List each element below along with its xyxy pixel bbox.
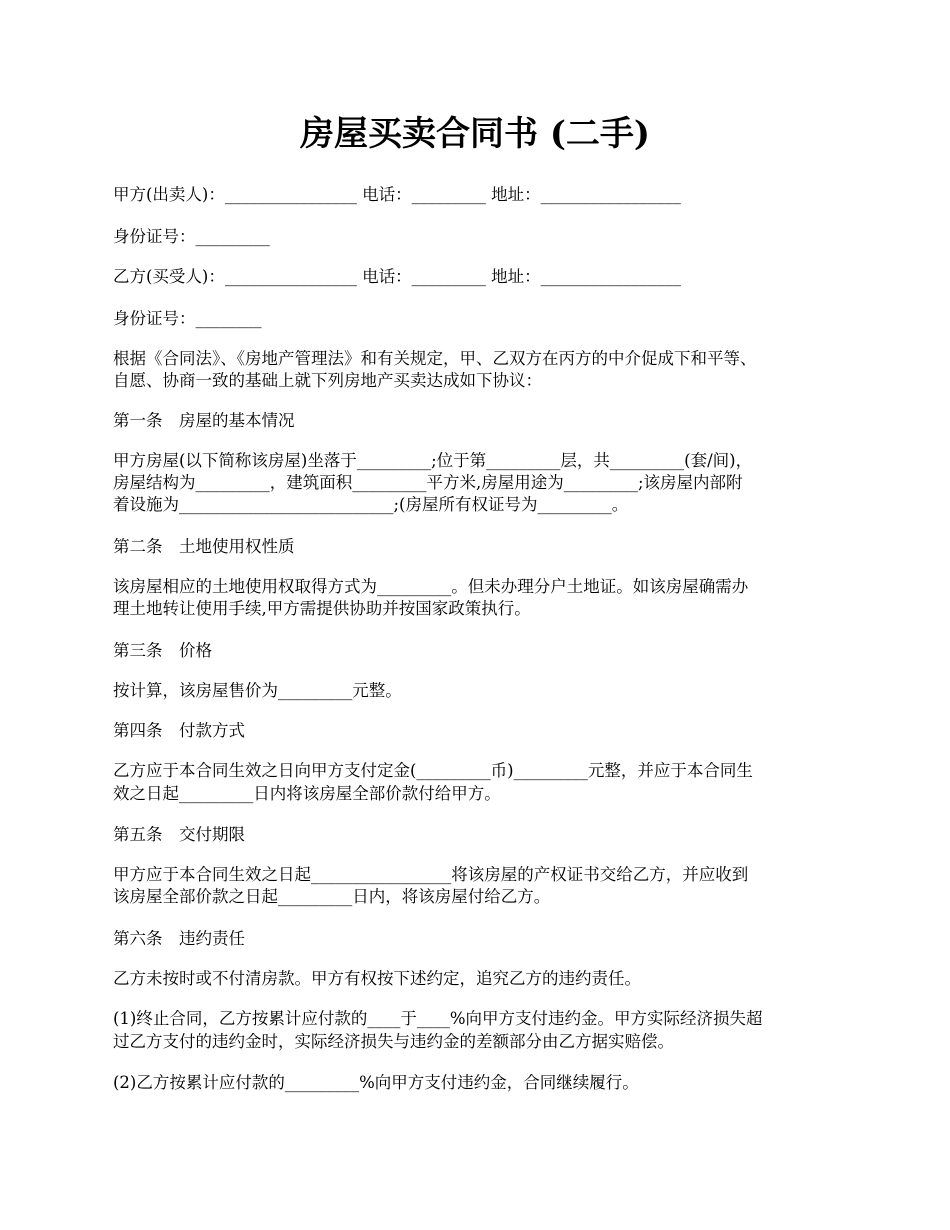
party-a-id-line: 身份证号：_________ — [113, 227, 270, 246]
article-4-line-1: 乙方应于本合同生效之日向甲方支付定金(_________币)_________元整，并应于本合同生 — [113, 761, 753, 780]
article-3-heading: 第三条 价格 — [113, 641, 212, 660]
article-1-line-1: 甲方房屋(以下简称该房屋)坐落于_________;位于第_________层，共_________(套/间)， — [113, 451, 753, 470]
article-4-heading: 第四条 付款方式 — [113, 721, 245, 740]
article-2-line-2: 理土地转让使用手续,甲方需提供协助并按国家政策执行。 — [113, 599, 531, 618]
party-b-line: 乙方(买受人)：________________ 电话：_________ 地址：_________________ — [113, 267, 681, 286]
article-1-line-3: 着设施为__________________________;(房屋所有权证号为_________。 — [113, 495, 629, 514]
article-6-item-1-line-2: 过乙方支付的违约金时，实际经济损失与违约金的差额部分由乙方据实赔偿。 — [113, 1032, 674, 1051]
article-5-line-2: 该房屋全部价款之日起_________日内，将该房屋付给乙方。 — [113, 887, 551, 906]
article-6-item-2: (2)乙方按累计应付款的_________%向甲方支付违约金，合同继续履行。 — [113, 1073, 639, 1092]
article-6-line-1: 乙方未按时或不付清房款。甲方有权按下述约定，追究乙方的违约责任。 — [113, 969, 641, 988]
document-title: 房屋买卖合同书 (二手) — [299, 114, 650, 154]
article-4-line-2: 效之日起_________日内将该房屋全部价款付给甲方。 — [113, 784, 501, 803]
article-6-heading: 第六条 违约责任 — [113, 929, 245, 948]
article-2-line-1: 该房屋相应的土地使用权取得方式为_________。但未办理分户土地证。如该房屋确需办 — [113, 577, 749, 596]
article-3-line-1: 按计算，该房屋售价为_________元整。 — [113, 681, 402, 700]
article-1-line-2: 房屋结构为_________，建筑面积_________平方米,房屋用途为_________;该房屋内部附 — [113, 473, 743, 492]
preamble-line-1: 根据《合同法》、《房地产管理法》和有关规定，甲、乙双方在丙方的中介促成下和平等、 — [113, 349, 757, 368]
article-1-heading: 第一条 房屋的基本情况 — [113, 411, 295, 430]
article-6-item-1-line-1: (1)终止合同，乙方按累计应付款的____于____%向甲方支付违约金。甲方实际经济损失超 — [113, 1009, 763, 1028]
party-b-id-line: 身份证号：________ — [113, 309, 262, 328]
article-2-heading: 第二条 土地使用权性质 — [113, 537, 295, 556]
preamble-line-2: 自愿、协商一致的基础上就下列房地产买卖达成如下协议： — [113, 371, 542, 390]
article-5-line-1: 甲方应于本合同生效之日起_________________将该房屋的产权证书交给乙方，并应收到 — [113, 865, 749, 884]
article-5-heading: 第五条 交付期限 — [113, 825, 245, 844]
party-a-line: 甲方(出卖人)：________________ 电话：_________ 地址：_________________ — [113, 185, 681, 204]
